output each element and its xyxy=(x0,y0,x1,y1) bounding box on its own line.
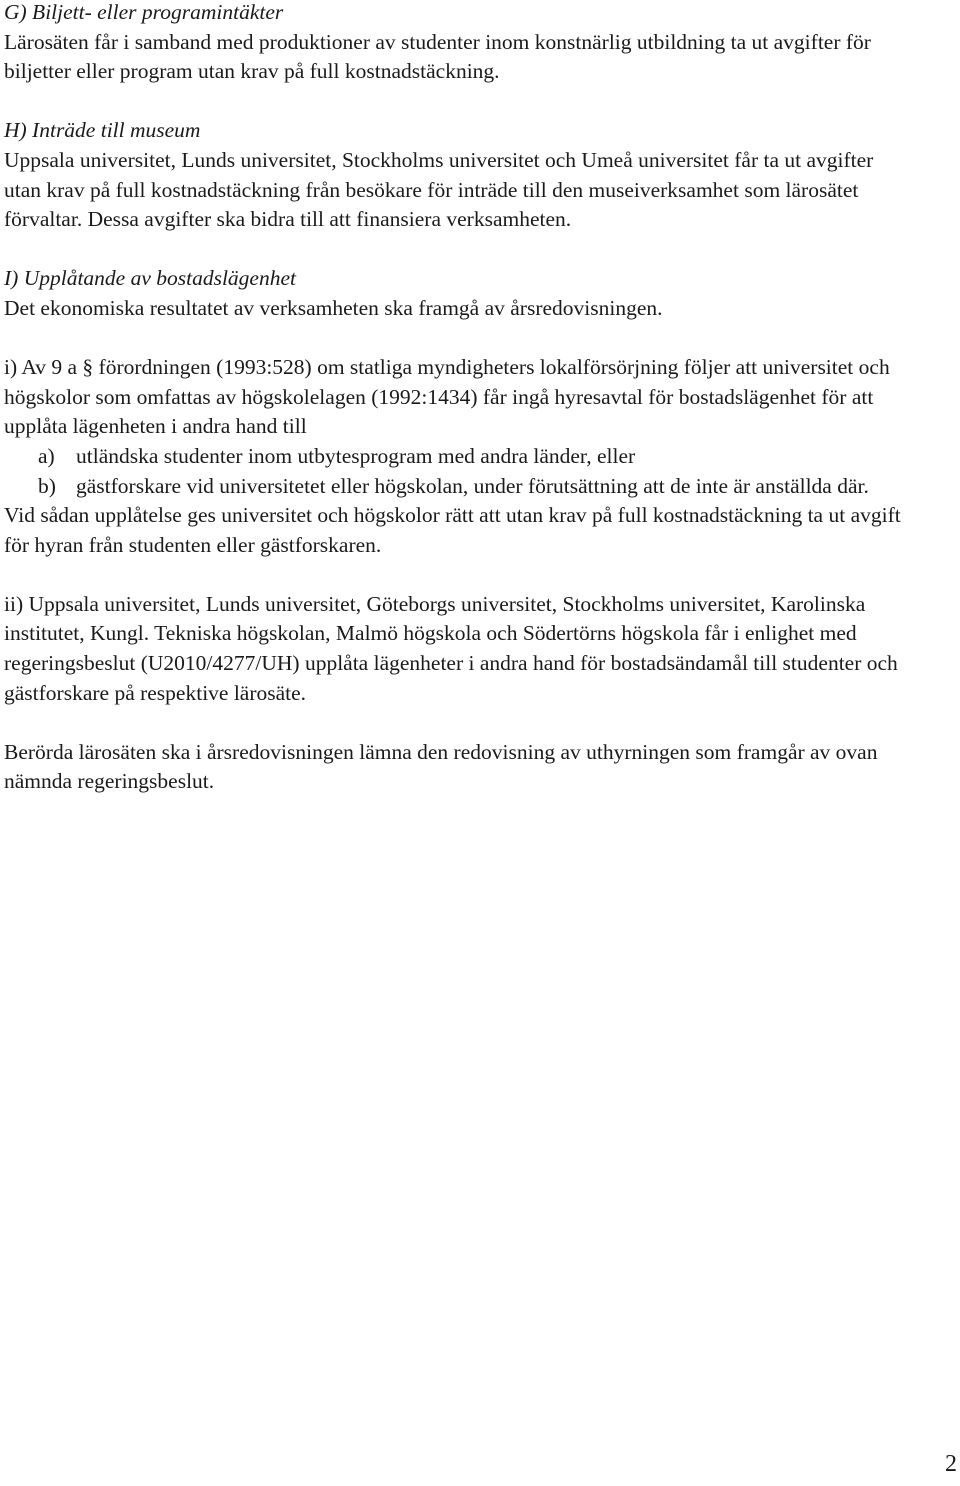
list-marker: a) xyxy=(38,443,55,468)
section-i xyxy=(4,264,904,323)
rental-list xyxy=(4,442,904,501)
paragraph-ii xyxy=(4,590,904,708)
section-h-body: Uppsala universitet, Lunds universitet, Stockholms universitet och Umeå universitet får ta ut avgifter utan krav på full kostnadstäckning från besökare för inträde till den museiverksamhet som lärosätet förvaltar. Dessa avgifter ska bidra till att finansiera verksamheten. xyxy=(4,147,874,232)
paragraph-i-closing: Vid sådan upplåtelse ges universitet och högskolor rätt att utan krav på full kostnadstäckning ta ut avgift för hyran från studenten eller gästforskaren. xyxy=(4,503,901,557)
section-h xyxy=(4,116,904,234)
list-item xyxy=(4,472,904,502)
paragraph-ii-body: ii) Uppsala universitet, Lunds universitet, Göteborgs universitet, Stockholms universitet, Karolinska institutet, Kungl. Tekniska högskolan, Malmö högskola och Södertörns högskola får i enlighet med regeringsbeslut (U2010/4277/UH) upplåta lägenheter i andra hand för bostadsändamål till studenter och gästforskare på respektive lärosäte. xyxy=(4,591,898,705)
list-item-text: gästforskare vid universitetet eller högskolan, under förutsättning att de inte är anställda där. xyxy=(76,473,869,498)
paragraph-final xyxy=(4,738,904,797)
section-g-heading: G) Biljett- eller programintäkter xyxy=(4,0,284,24)
page-number: 2 xyxy=(945,1451,957,1477)
section-h-heading: H) Inträde till museum xyxy=(4,118,201,143)
paragraph-i xyxy=(4,353,904,560)
section-i-heading: I) Upplåtande av bostadslägenhet xyxy=(4,266,296,291)
list-item-text: utländska studenter inom utbytesprogram med andra länder, eller xyxy=(76,443,636,468)
paragraph-final-body: Berörda lärosäten ska i årsredovisningen lämna den redovisning av uthyrningen som framgår av ovan nämnda regeringsbeslut. xyxy=(4,739,878,794)
document-page xyxy=(4,0,904,827)
list-marker: b) xyxy=(38,473,56,498)
section-g-body: Lärosäten får i samband med produktioner av studenter inom konstnärlig utbildning ta ut avgifter för biljetter eller program utan krav på full kostnadstäckning. xyxy=(4,29,871,84)
section-i-body: Det ekonomiska resultatet av verksamheten ska framgå av årsredovisningen. xyxy=(4,295,663,320)
list-item xyxy=(4,442,904,472)
section-g xyxy=(4,0,904,87)
paragraph-i-intro: i) Av 9 a § förordningen (1993:528) om statliga myndigheters lokalförsörjning följer att universitet och högskolor som omfattas av högskolelagen (1992:1434) får ingå hyresavtal för bostadslägenhet för att upplåta lägenheten i andra hand till xyxy=(4,355,890,439)
